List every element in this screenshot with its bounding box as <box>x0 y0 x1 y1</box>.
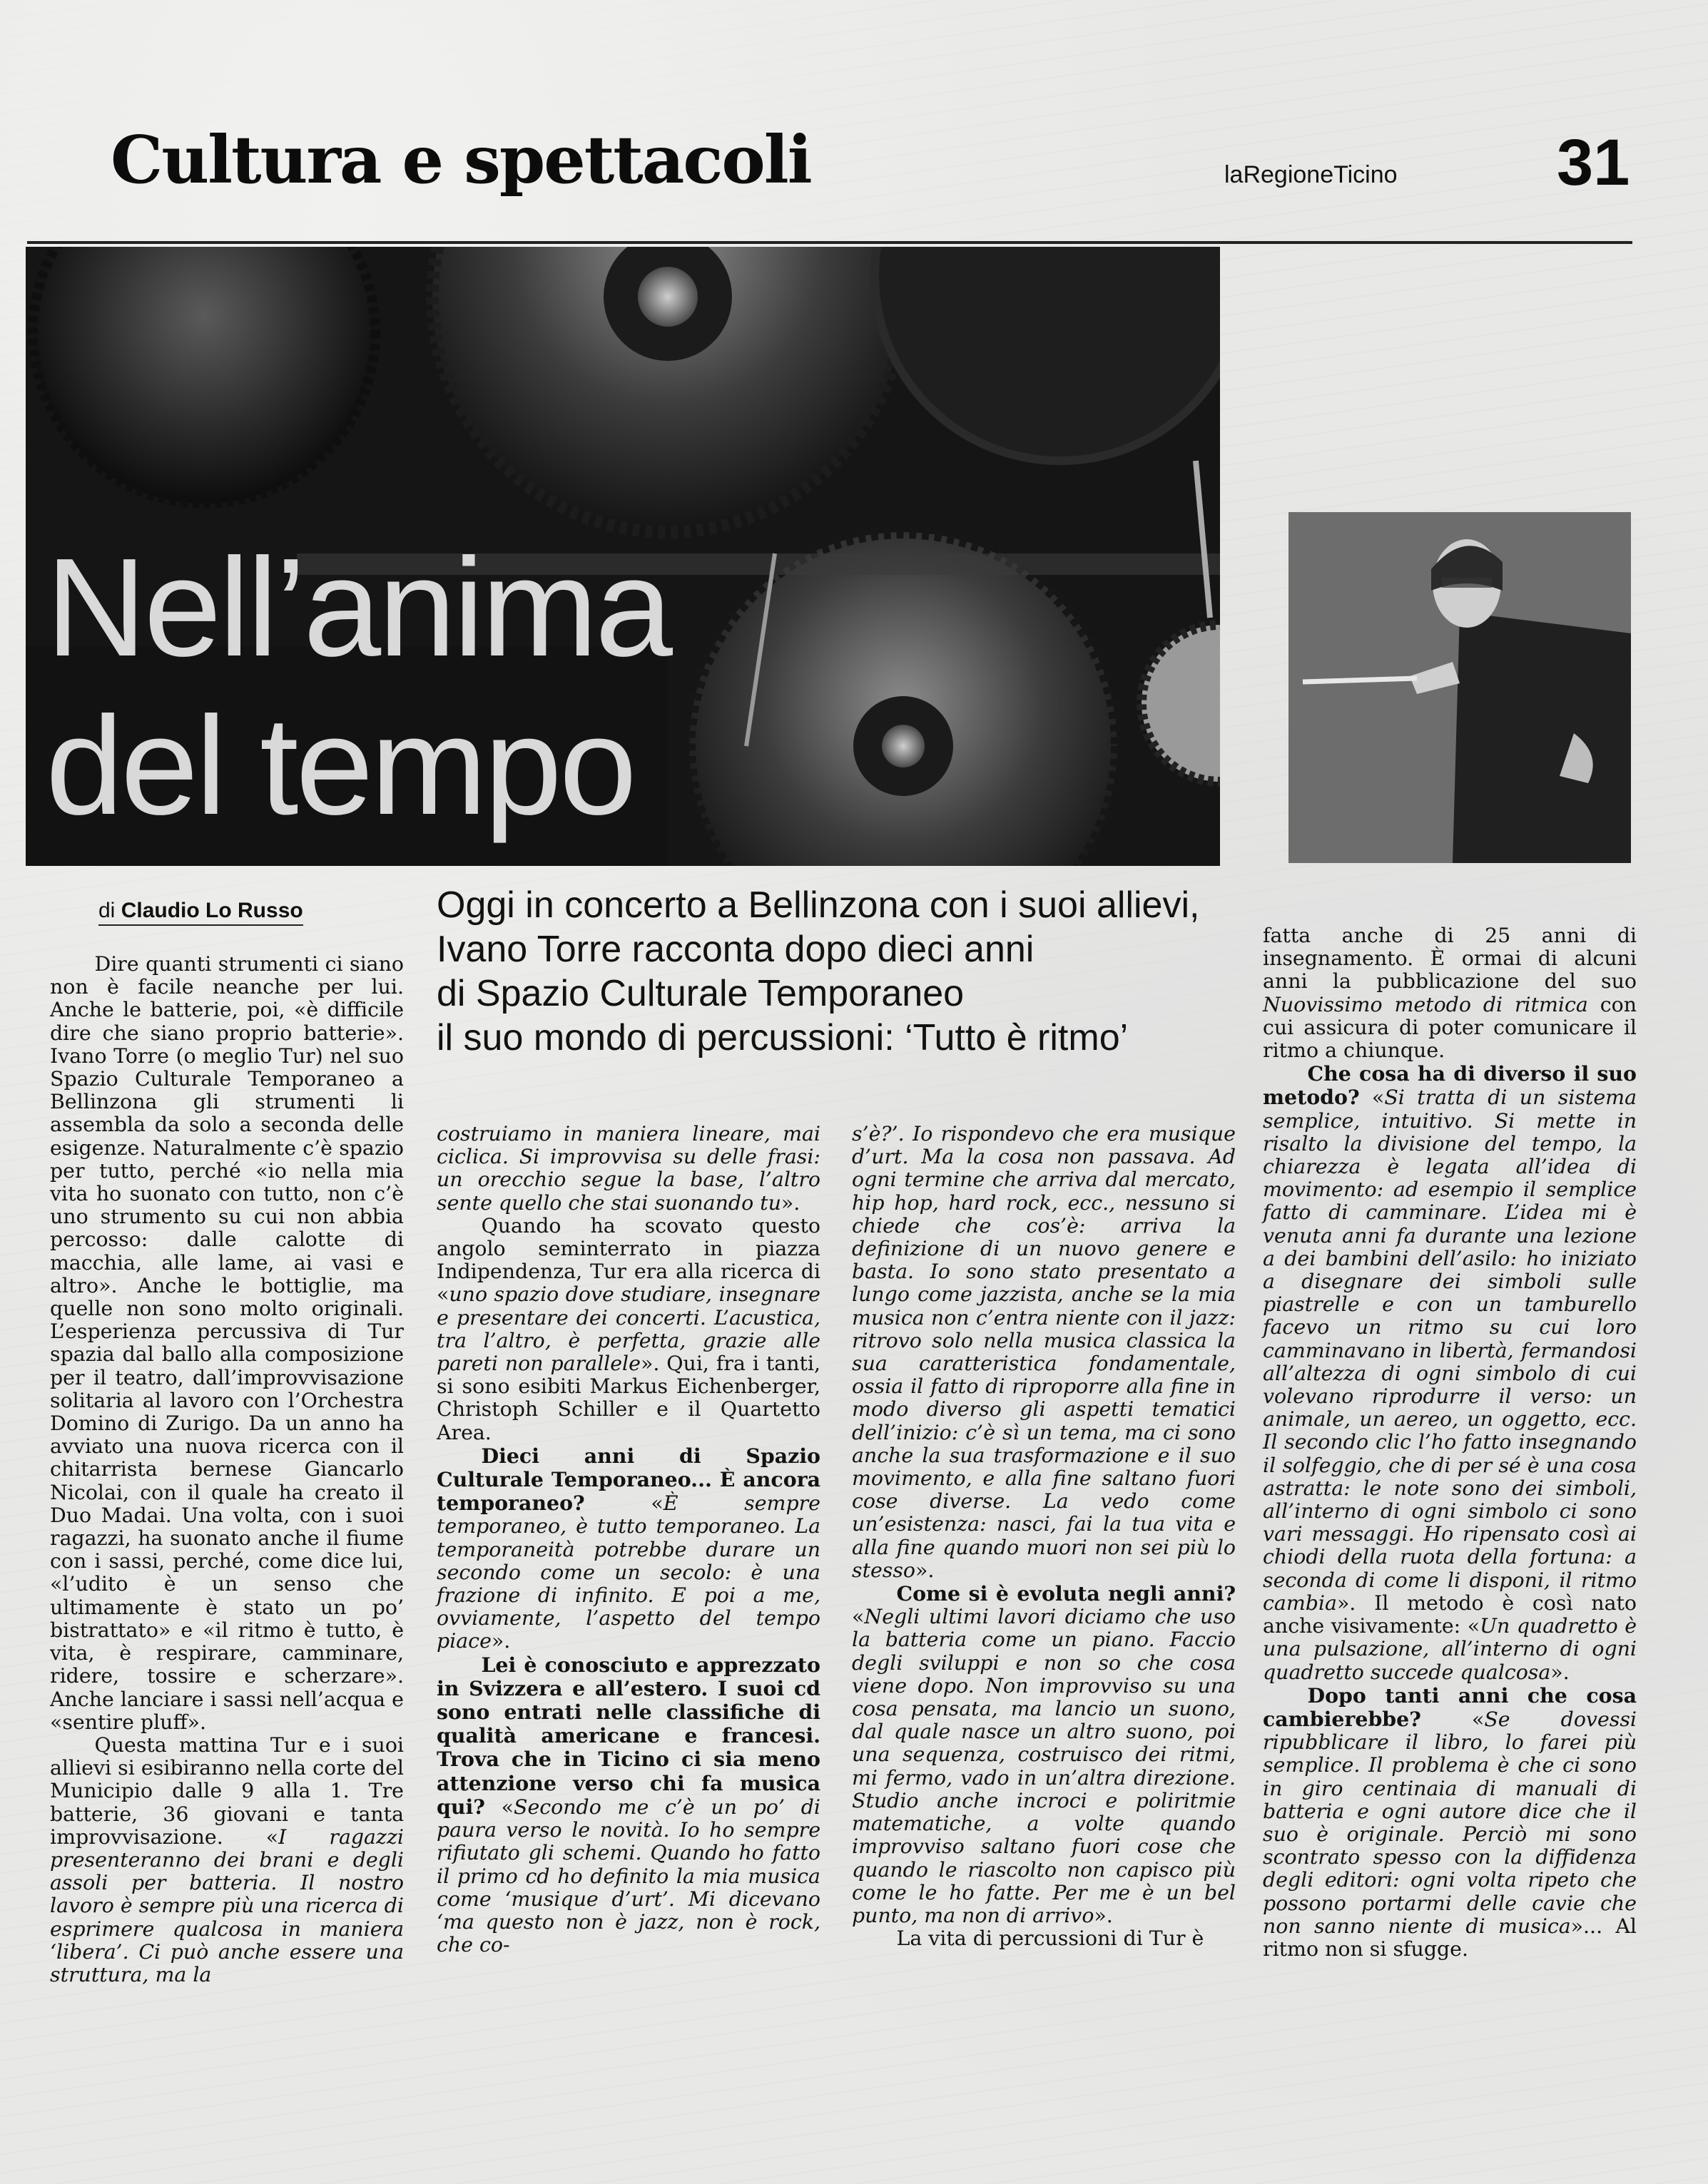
paragraph: costruiamo in maniera lineare, mai ciclica. Si improvvisa su delle frasi: un orecchio segue la base, l’altro sente quello che stai suonando tu». <box>437 1122 820 1215</box>
article-column-2 <box>437 1123 820 1956</box>
article-headline <box>46 529 670 845</box>
section-title: Cultura e spettacoli <box>111 121 811 198</box>
paragraph: s’è?’. Io rispondevo che era musique d’urt. Ma la cosa non passava. Ad ogni termine che arriva dal mercato, hip hop, hard rock, ecc., nessuno si chiede che cos’è: arriva la definizione di un nuovo genere e basta. Io sono stato presentato a lungo come jazzista, anche se la mia musica non c’entra niente con il jazz: ritrovo solo nella musica classica la sua caratteristica fondamentale, ossia il fatto di riproporre alla fine in modo diverso gli aspetti tematici dell’inizio: c’è sì un tema, ma ci sono anche la sua trasformazione e il suo movimento, e alla fine saltano fuori cose diverse. La vedo come un’esistenza: nasci, fai la tua vita e alla fine quando muori non sei più lo stesso». <box>852 1122 1236 1582</box>
publication-name: laRegioneTicino <box>1224 161 1398 188</box>
subhead-line-4: il suo mondo di percussioni: ‘Tutto è ritmo’ <box>437 1017 1129 1058</box>
article-column-4 <box>1263 924 1637 1961</box>
interview-question: Come si è evoluta negli anni? «Negli ultimi lavori diciamo che uso la batteria come un piano. Faccio degli sviluppi e non so che cosa viene dopo. Non improvviso su una cosa pensata, ma lancio un suono, dal quale nasce un altro suono, poi una sequenza, costruisco dei ritmi, mi fermo, vado in un’altra direzione. Studio anche incroci e poliritmie matematiche, a volte quando improvviso saltano fuori cose che quando le riascolto non capisco più come le ho fatte. Per me è un bel punto, ma non di arrivo». <box>852 1581 1236 1927</box>
paragraph: Dire quanti strumenti ci siano non è facile neanche per lui. Anche le batterie, poi, «è difficile dire che siano proprio batterie». Ivano Torre (o meglio Tur) nel suo Spazio Culturale Temporaneo a Bellinzona gli strumenti li assembla da solo a seconda delle esigenze. Naturalmente c’è spazio per tutto, perché «io nella mia vita ho suonato con tutto, non c’è uno strumento su cui non abbia percosso: dalle calotte di macchia, alle lame, ai vasi e altro». Anche le bottiglie, ma quelle non sono molto originali. L’esperienza percussiva di Tur spazia dal ballo alla composizione per il teatro, dall’improvvisazione solitaria al lavoro con l’Orchestra Domino di Zurigo. Da un anno ha avviato una nuova ricerca con il chitarrista bernese Giancarlo Nicolai, con il quale ha creato il Duo Madai. Una volta, con i suoi ragazzi, ha suonato anche il fiume con i sassi, perché, come dice lui, «l’udito è un senso che ultimamente è stato un po’ bistrattato» e «il ritmo è tutto, è vita, è respirare, camminare, ridere, tossire e scherzare». Anche lanciare i sassi nell’acqua e «sentire pluff». <box>50 952 404 1734</box>
subhead-line-3: di Spazio Culturale Temporaneo <box>437 973 965 1014</box>
subhead-line-2: Ivano Torre racconta dopo dieci anni <box>437 929 1035 970</box>
percussionist-portrait <box>1288 512 1631 863</box>
paragraph: fatta anche di 25 anni di insegnamento. È ormai di alcuni anni la pubblicazione del suo Nuovissimo metodo di ritmica con cui assicura di poter comunicare il ritmo a chiunque. <box>1263 924 1637 1063</box>
interview-question: Lei è conosciuto e apprezzato in Svizzera e all’estero. I suoi cd sono entrati nelle classifiche di qualità americane e francesi. Trova che in Ticino ci sia meno attenzione verso chi fa musica qui? «Secondo me c’è un po’ di paura verso le novità. Io ho sempre rifiutato gli schemi. Quando ho fatto il primo cd ho definito la mia musica come ‘musique d’urt’. Mi dicevano ‘ma questo non è jazz, non è rock, che co- <box>437 1652 820 1957</box>
header-rule <box>27 241 1632 244</box>
page-number: 31 <box>1557 126 1630 199</box>
interview-question: Che cosa ha di diverso il suo metodo? «Si tratta di un sistema semplice, intuitivo. Si mette in risalto la divisione del tempo, la chiarezza è legata all’idea di movimento: ad esempio il semplice fatto di camminare. L’idea mi è venuta anni fa durante una lezione a dei bambini dell’asilo: ho iniziato a disegnare dei simboli sulle piastrelle e con un tamburello facevo un ritmo su cui loro camminavano in libertà, fermandosi all’altezza di ogni simbolo di cui volevano riprodurre il verso: un animale, un aereo, un oggetto, ecc. Il secondo clic l’ho fatto insegnando il solfeggio, che di per sé è una cosa astratta: le note sono dei simboli, all’interno di ogni simbolo ci sono vari messaggi. Ho ripensato così ai chiodi della ruota della fortuna: a seconda di come li disponi, il ritmo cambia». Il metodo è così nato anche visivamente: «Un quadretto è una pulsazione, all’interno di ogni quadretto succede qualcosa». <box>1263 1061 1637 1684</box>
hero-photo <box>26 247 1220 866</box>
byline-prefix: di <box>98 899 116 922</box>
paragraph: La vita di percussioni di Tur è <box>896 1927 1204 1951</box>
article-column-1 <box>50 953 404 1986</box>
byline <box>98 899 303 926</box>
article-column-3 <box>852 1123 1236 1950</box>
headline-line-1: Nell’anima <box>46 529 671 685</box>
interview-question: Dieci anni di Spazio Culturale Temporaneo... È ancora temporaneo? «È sempre temporaneo, è tutto temporaneo. La temporaneità potrebbe durare un secondo come un secolo: è una frazione di infinito. E poi a me, ovviamente, l’aspetto del tempo piace». <box>437 1443 820 1653</box>
byline-author: Claudio Lo Russo <box>121 899 303 922</box>
paragraph: Quando ha scovato questo angolo seminterrato in piazza Indipendenza, Tur era alla ricerca di «uno spazio dove studiare, insegnare e presentare dei concerti. L’acustica, tra l’altro, è perfetta, grazie alle pareti non parallele». Qui, fra i tanti, si sono esibiti Markus Eichenberger, Christoph Schiller e il Quartetto Area. <box>437 1213 820 1444</box>
headline-line-2: del tempo <box>46 688 634 844</box>
paragraph: Questa mattina Tur e i suoi allievi si esibiranno nella corte del Municipio dalle 9 alla 1. Tre batterie, 36 giovani e tanta improvvisazione. «I ragazzi presenteranno dei brani e degli assoli per batteria. Il nostro lavoro è sempre più una ricerca di esprimere qualcosa in maniera ‘libera’. Ci può anche essere una struttura, ma la <box>50 1733 404 1986</box>
portrait-photo <box>1288 512 1631 863</box>
article-subhead <box>437 883 1279 1060</box>
subhead-line-1: Oggi in concerto a Bellinzona con i suoi allievi, <box>437 884 1200 926</box>
interview-question: Dopo tanti anni che cosa cambierebbe? «Se dovessi ripubblicare il libro, lo farei più semplice. Il problema è che ci sono in giro centinaia di manuali di batteria e ogni autore dice che il suo è originale. Perciò mi sono scontrato spesso con la diffidenza degli editori: ogni volta ripeto che possono portarmi delle cavie che non sanno niente di musica»... Al ritmo non si sfugge. <box>1263 1683 1637 1961</box>
